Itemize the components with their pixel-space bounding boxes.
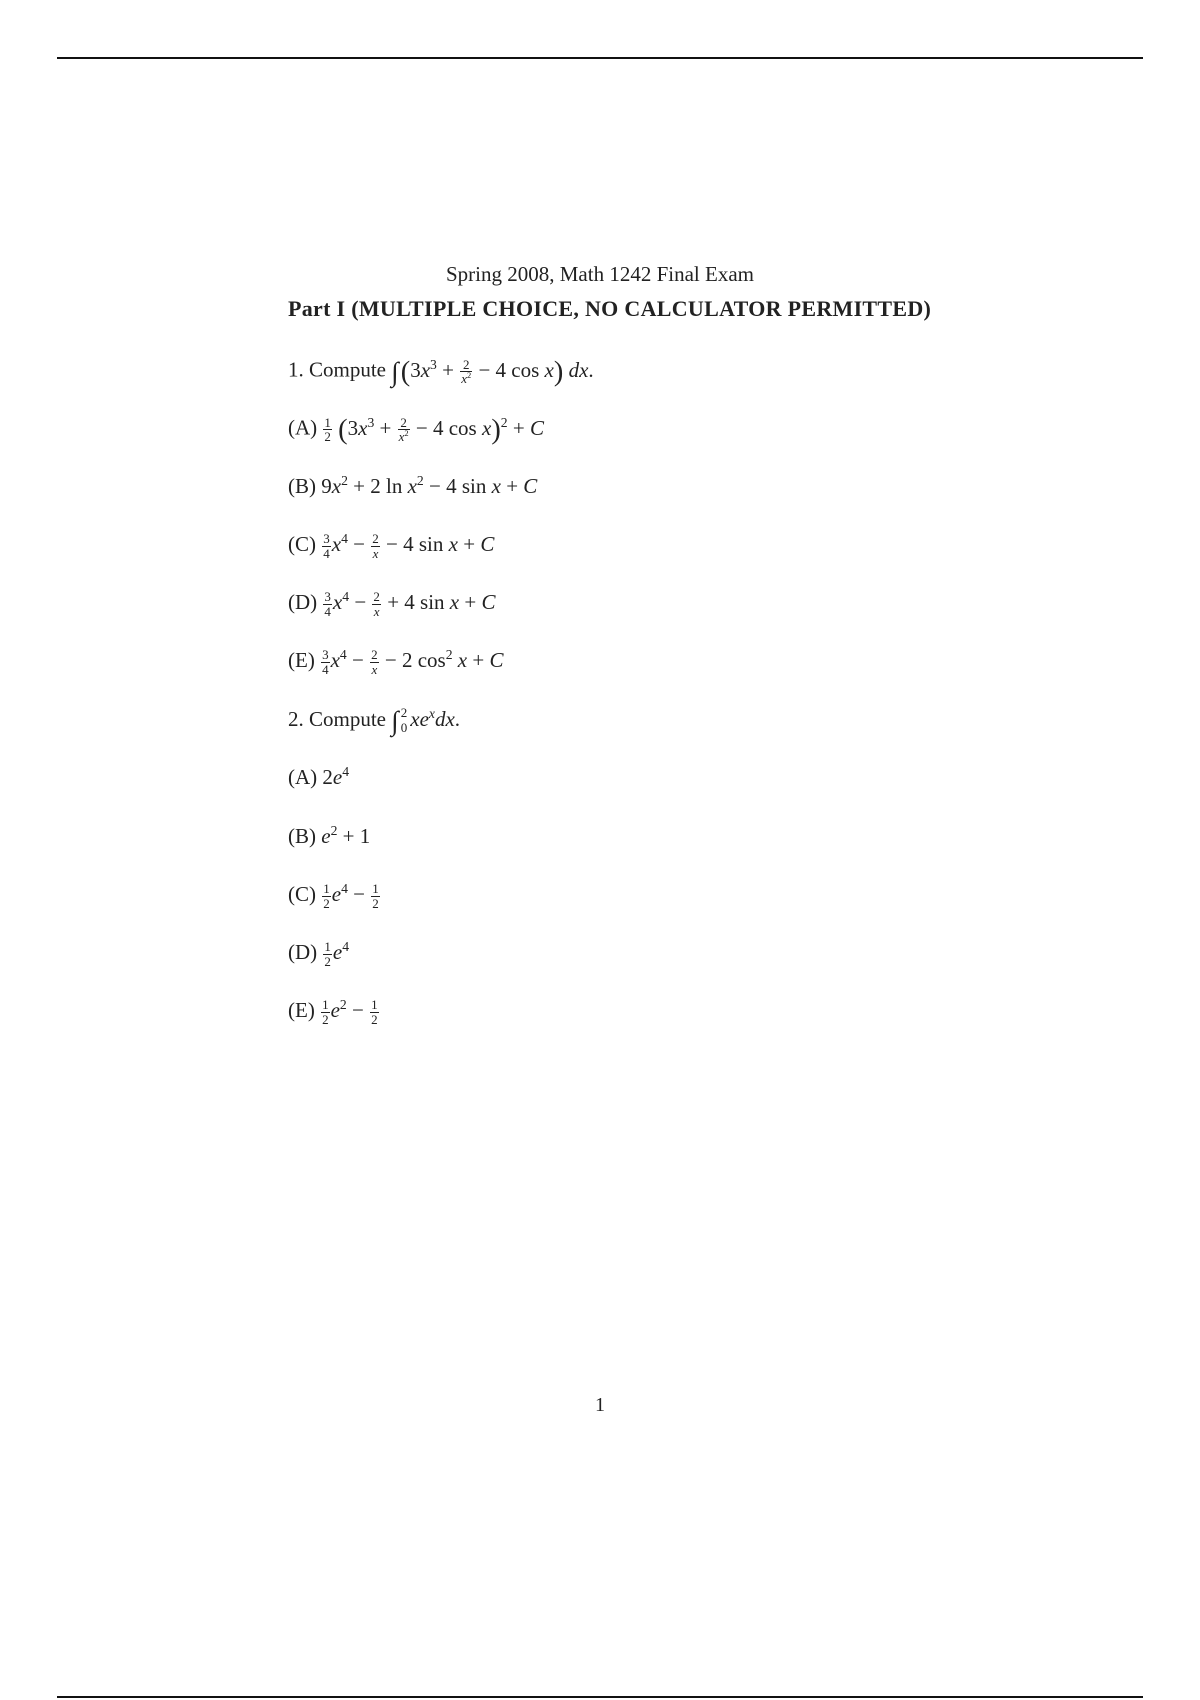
choice-label: (D) <box>288 590 318 614</box>
part-title: Part I (MULTIPLE CHOICE, NO CALCULATOR PERMITTED) <box>288 296 932 321</box>
question-1 <box>288 356 594 388</box>
choice-label: (C) <box>288 882 316 906</box>
choice-math: $\frac{1}{2}$ ($3x^3$ + $\frac{2}{x^2}$ − 4 cos x)$^2$ + C <box>324 414 544 445</box>
top-rule <box>57 57 1143 59</box>
page-number: 1 <box>595 1394 605 1416</box>
question-expression: $\int(3x^3$ + $\frac{2}{x^2}$ − 4 cos x) dx. <box>391 356 594 387</box>
choice-2e <box>288 998 380 1026</box>
choice-1d <box>288 590 495 618</box>
choice-label: (B) <box>288 824 316 848</box>
choice-label: (B) <box>288 474 316 498</box>
choice-1e <box>288 648 503 676</box>
choice-label: (A) <box>288 415 318 440</box>
choice-2b <box>288 824 370 849</box>
question-number: 2. <box>288 706 304 731</box>
choice-label: (A) <box>288 765 318 789</box>
choice-math: $\frac{3}{4}$ $x^4$ − $\frac{2}{x}$ − 2 $\cos^2 x + C$ <box>322 646 504 677</box>
choice-2c <box>288 882 381 910</box>
choice-2a <box>288 765 349 790</box>
choice-label: (C) <box>288 532 316 556</box>
choice-1c <box>288 532 494 560</box>
choice-label: (E) <box>288 998 315 1022</box>
choice-1b <box>288 474 537 499</box>
question-expression: ∫ 2 0 $xe^xdx$. <box>391 705 461 736</box>
question-prompt: Compute <box>309 357 386 382</box>
choice-math: $\frac{3}{4}$ $x^4$ − $\frac{2}{x}$ + 4 sin x + C <box>324 588 496 619</box>
choice-math: $e^2 + 1$ <box>321 822 371 848</box>
choice-math: $\frac{1}{2}$ $e^4$ <box>324 938 350 969</box>
choice-label: (E) <box>288 648 315 672</box>
exam-header: Spring 2008, Math 1242 Final Exam <box>446 262 754 286</box>
question-2 <box>288 706 460 737</box>
question-prompt: Compute <box>309 706 386 731</box>
choice-math: $\frac{1}{2}$ $e^2$ − $\frac{1}{2}$ <box>322 996 378 1027</box>
choice-math: $\frac{3}{4}$ $x^4$ − $\frac{2}{x}$ − 4 sin x + C <box>323 530 495 561</box>
choice-math: $2e^4$ <box>322 763 350 789</box>
bottom-rule <box>57 1696 1143 1698</box>
choice-2d <box>288 940 349 968</box>
question-number: 1. <box>288 357 304 382</box>
choice-1a <box>288 414 544 446</box>
choice-math: $9x^2 + 2$ $\ln x^2 - 4$ sin x + C <box>321 472 538 498</box>
choice-label: (D) <box>288 940 318 964</box>
choice-math: $\frac{1}{2}$ $e^4$ − $\frac{1}{2}$ <box>323 880 379 911</box>
